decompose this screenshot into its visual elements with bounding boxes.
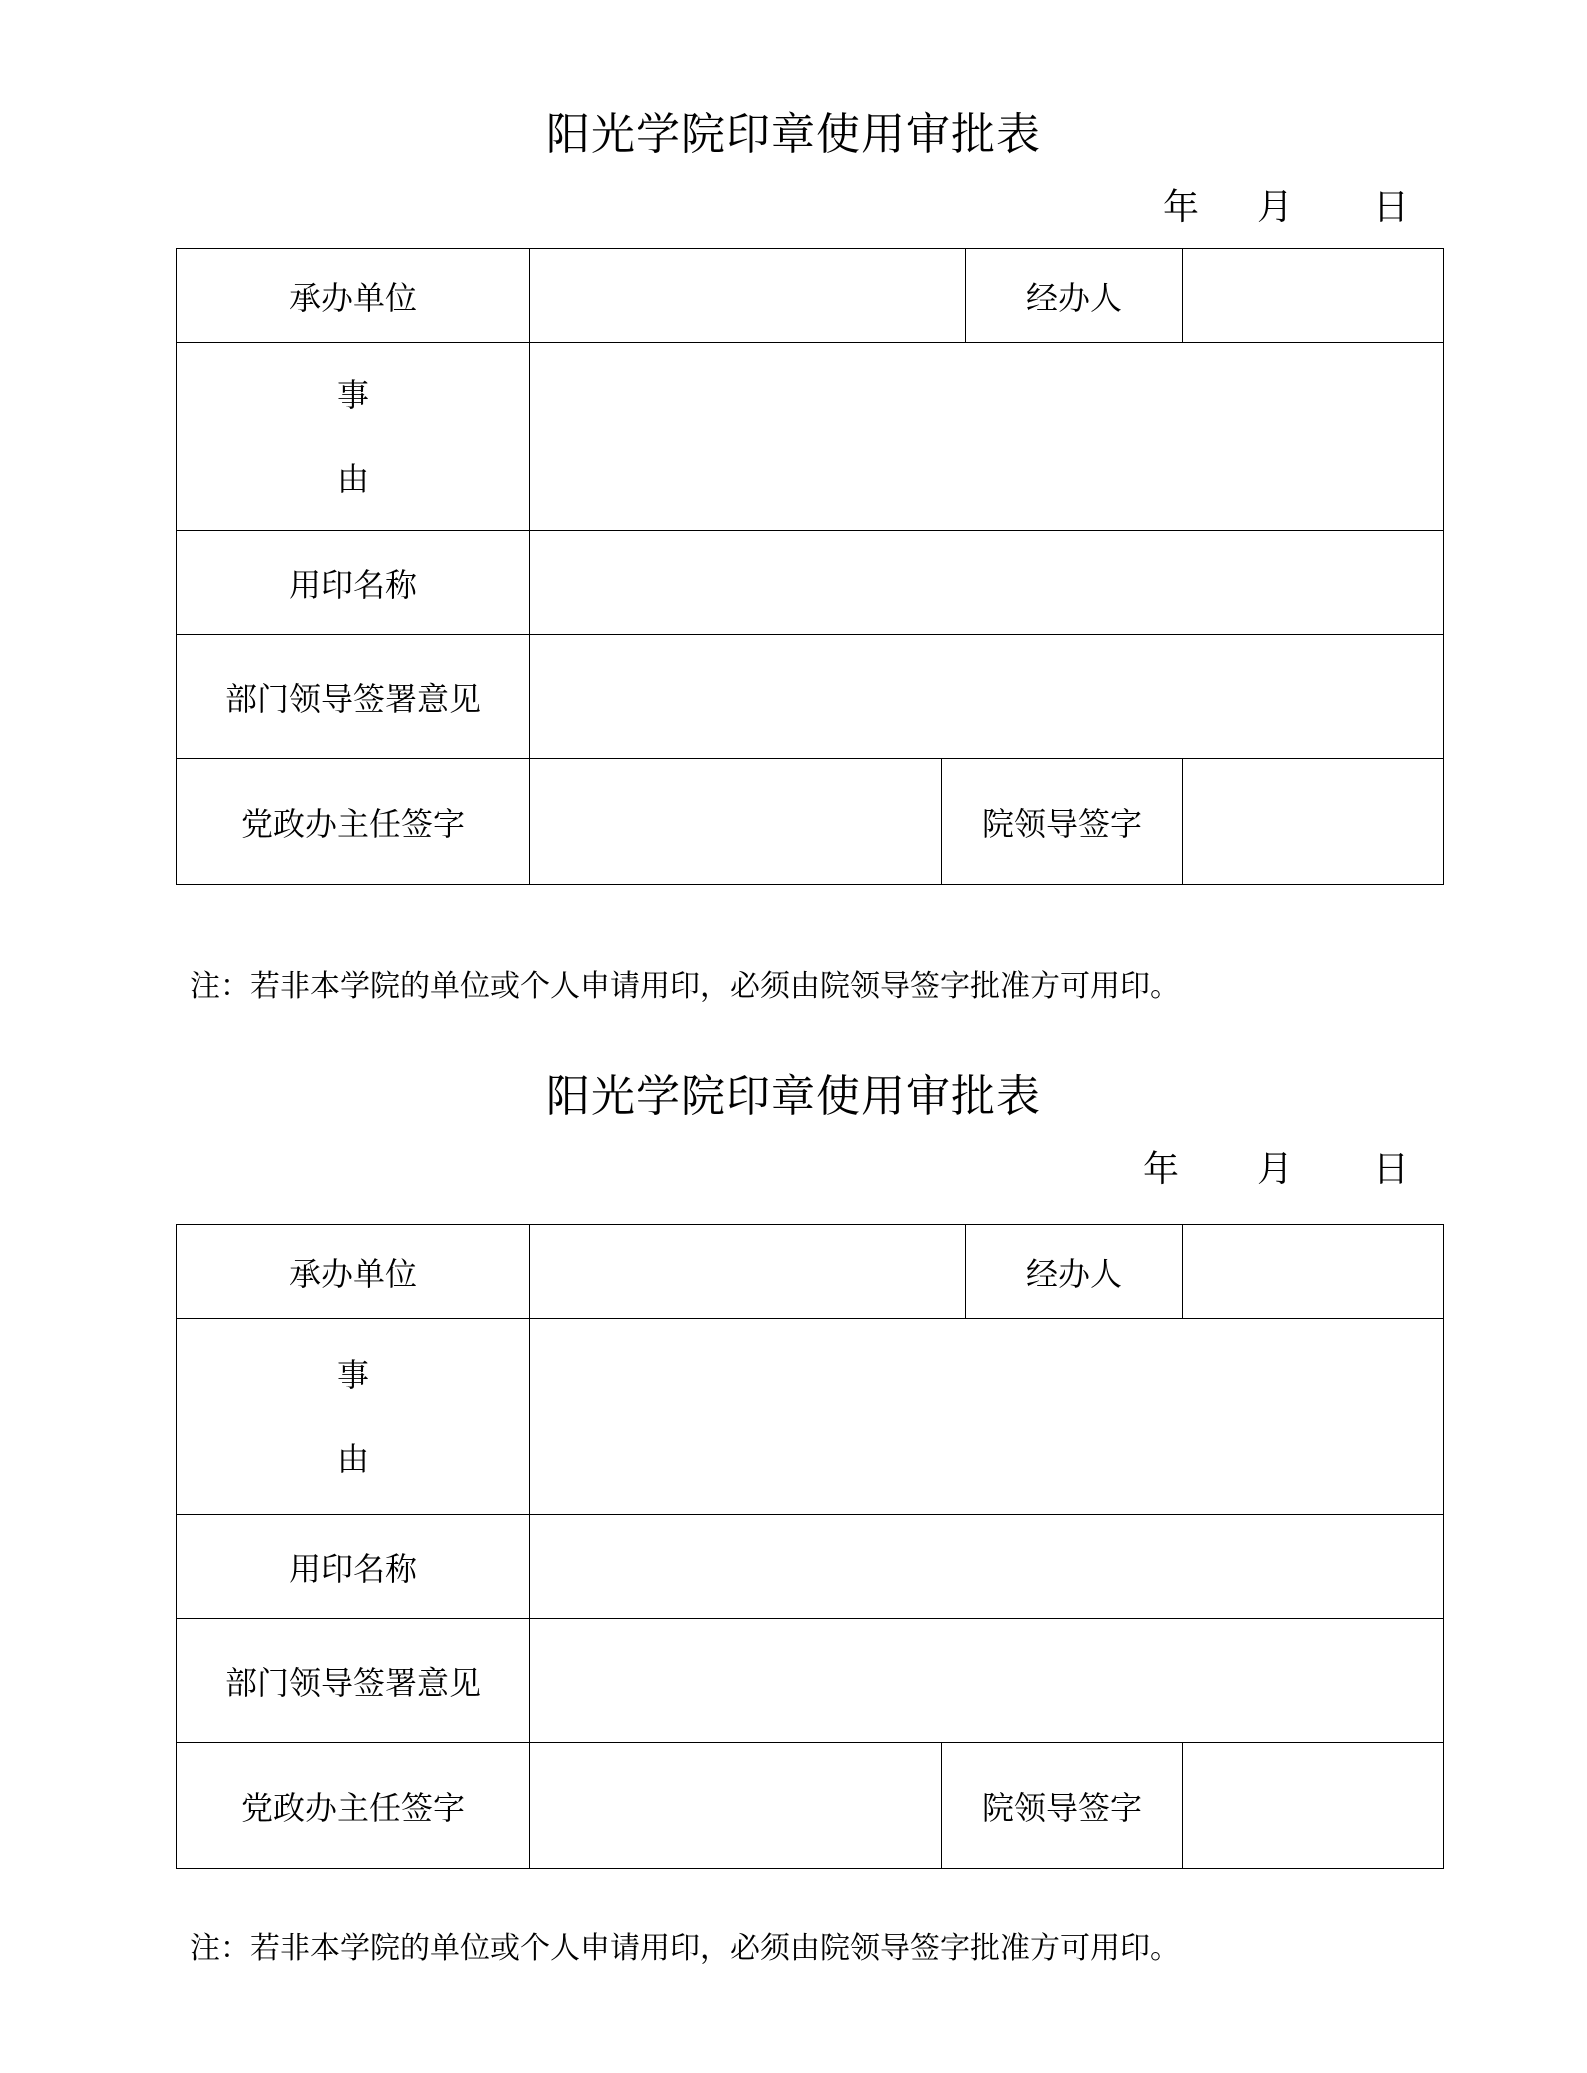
- reason-label-char-1: 事: [336, 1355, 369, 1394]
- date-year-label: 年: [1163, 187, 1200, 228]
- office-director-sign-field[interactable]: [530, 759, 942, 885]
- undertaking-unit-label: 承办单位: [177, 1225, 530, 1319]
- reason-field[interactable]: [530, 343, 1444, 531]
- handler-label: 经办人: [966, 249, 1183, 343]
- reason-label-char-2: 由: [336, 1439, 369, 1478]
- dept-leader-opinion-field[interactable]: [530, 1619, 1444, 1743]
- handler-field[interactable]: [1183, 249, 1444, 343]
- seal-name-field[interactable]: [530, 531, 1444, 635]
- form-note: 注：若非本学院的单位或个人申请用印，必须由院领导签字批准方可用印。: [190, 1931, 1180, 1966]
- college-leader-sign-field[interactable]: [1183, 1743, 1444, 1869]
- seal-name-field[interactable]: [530, 1515, 1444, 1619]
- college-leader-sign-label: 院领导签字: [942, 1743, 1183, 1869]
- dept-leader-opinion-label: 部门领导签署意见: [177, 1619, 530, 1743]
- date-month-label: 月: [1257, 187, 1294, 228]
- reason-label: [177, 343, 530, 531]
- seal-name-label: 用印名称: [177, 1515, 530, 1619]
- undertaking-unit-field[interactable]: [530, 249, 966, 343]
- form-title: 阳光学院印章使用审批表: [546, 1071, 1041, 1122]
- college-leader-sign-label: 院领导签字: [942, 759, 1183, 885]
- form-note: 注：若非本学院的单位或个人申请用印，必须由院领导签字批准方可用印。: [190, 969, 1180, 1004]
- reason-label: [177, 1319, 530, 1515]
- date-line: [0, 183, 1587, 233]
- dept-leader-opinion-label: 部门领导签署意见: [177, 635, 530, 759]
- seal-name-label: 用印名称: [177, 531, 530, 635]
- college-leader-sign-field[interactable]: [1183, 759, 1444, 885]
- handler-field[interactable]: [1183, 1225, 1444, 1319]
- reason-label-char-1: 事: [336, 375, 369, 414]
- handler-label: 经办人: [966, 1225, 1183, 1319]
- approval-table: [176, 1224, 1444, 1869]
- date-year-label: 年: [1143, 1149, 1180, 1190]
- reason-field[interactable]: [530, 1319, 1444, 1515]
- form-title: 阳光学院印章使用审批表: [546, 109, 1041, 160]
- dept-leader-opinion-field[interactable]: [530, 635, 1444, 759]
- date-day-label: 日: [1373, 187, 1410, 228]
- undertaking-unit-label: 承办单位: [177, 249, 530, 343]
- date-line: [0, 1145, 1587, 1195]
- undertaking-unit-field[interactable]: [530, 1225, 966, 1319]
- date-day-label: 日: [1373, 1149, 1410, 1190]
- reason-label-char-2: 由: [336, 459, 369, 498]
- office-director-sign-label: 党政办主任签字: [177, 1743, 530, 1869]
- approval-table: [176, 248, 1444, 885]
- office-director-sign-label: 党政办主任签字: [177, 759, 530, 885]
- date-month-label: 月: [1257, 1149, 1294, 1190]
- office-director-sign-field[interactable]: [530, 1743, 942, 1869]
